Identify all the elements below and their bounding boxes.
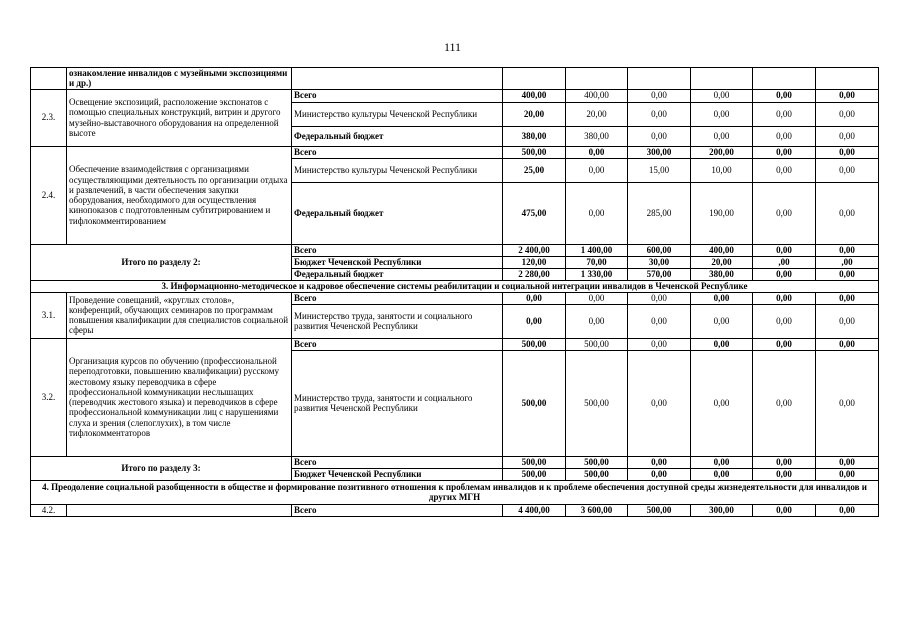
table-cell: Всего: [292, 292, 503, 304]
table-cell: 0,00: [816, 182, 879, 244]
table-cell: 500,00: [628, 504, 691, 516]
table-cell: 0,00: [566, 292, 628, 304]
table-cell: 0,00: [816, 102, 879, 126]
table-cell: 0,00: [816, 468, 879, 480]
table-cell: 475,00: [503, 182, 566, 244]
table-cell: Федеральный бюджет: [292, 126, 503, 146]
table-cell: 0,00: [691, 126, 753, 146]
table-cell: Всего: [292, 504, 503, 516]
table-row: [31, 480, 879, 504]
table-cell: Министерство культуры Чеченской Республики: [292, 102, 503, 126]
table-cell: 285,00: [628, 182, 691, 244]
table-cell: 380,00: [503, 126, 566, 146]
table-cell: [503, 68, 566, 90]
table-cell: 70,00: [566, 256, 628, 268]
table-cell: 1 330,00: [566, 268, 628, 280]
table-cell: 0,00: [628, 89, 691, 102]
table-cell: 0,00: [816, 350, 879, 456]
table-cell: 0,00: [816, 504, 879, 516]
table-cell: 0,00: [753, 182, 816, 244]
table-cell: Федеральный бюджет: [292, 268, 503, 280]
table-cell: 190,00: [691, 182, 753, 244]
table-cell: 300,00: [691, 504, 753, 516]
table-cell: 0,00: [628, 292, 691, 304]
table-cell: 0,00: [691, 292, 753, 304]
table-cell: 2 280,00: [503, 268, 566, 280]
table-cell: 4.2.: [31, 504, 67, 516]
table-cell: 0,00: [691, 350, 753, 456]
budget-table-body: [31, 68, 879, 517]
table-cell: Всего: [292, 89, 503, 102]
table-cell: 1 400,00: [566, 244, 628, 256]
table-cell: 0,00: [753, 350, 816, 456]
table-cell: 15,00: [628, 158, 691, 182]
table-cell: Бюджет Чеченской Республики: [292, 468, 503, 480]
table-cell: 0,00: [753, 468, 816, 480]
table-cell: 2.3.: [31, 89, 67, 146]
table-cell: Итого по разделу 2:: [31, 244, 292, 280]
table-cell: 0,00: [566, 158, 628, 182]
table-cell: 300,00: [628, 146, 691, 158]
table-cell: 0,00: [628, 338, 691, 350]
table-cell: 0,00: [503, 292, 566, 304]
budget-table: [30, 67, 879, 517]
table-cell: 0,00: [753, 304, 816, 338]
table-cell: 3.1.: [31, 292, 67, 338]
table-cell: 500,00: [503, 350, 566, 456]
table-cell: Всего: [292, 338, 503, 350]
table-cell: 0,00: [753, 268, 816, 280]
table-cell: [67, 504, 292, 516]
table-row: [31, 244, 879, 256]
table-cell: 600,00: [628, 244, 691, 256]
table-cell: Обеспечение взаимодействия с организациями осуществляющими деятельность по организации отдыха и развлечений, в части обеспечения закупки оборудования, необходимого для осуществления кинопоказов с подготовленным субтитрированием и тифлокомментированием: [67, 146, 292, 244]
table-cell: 0,00: [691, 89, 753, 102]
table-cell: 0,00: [753, 102, 816, 126]
table-cell: 500,00: [566, 350, 628, 456]
table-cell: 0,00: [628, 468, 691, 480]
table-cell: 0,00: [753, 126, 816, 146]
table-cell: 0,00: [753, 244, 816, 256]
table-cell: 10,00: [691, 158, 753, 182]
table-cell: 380,00: [566, 126, 628, 146]
table-cell: 0,00: [753, 292, 816, 304]
table-row: [31, 456, 879, 468]
table-cell: 25,00: [503, 158, 566, 182]
table-cell: Всего: [292, 146, 503, 158]
table-cell: Проведение совещаний, «круглых столов», конференций, обучающих семинаров по программам повышения квалификации для специалистов социальной сферы: [67, 292, 292, 338]
table-cell: 30,00: [628, 256, 691, 268]
table-cell: 3.2.: [31, 338, 67, 456]
table-cell: 120,00: [503, 256, 566, 268]
table-cell: 0,00: [753, 338, 816, 350]
table-cell: 0,00: [816, 292, 879, 304]
table-row: [31, 280, 879, 292]
table-cell: 0,00: [566, 304, 628, 338]
table-cell: [816, 68, 879, 90]
table-cell: 0,00: [816, 158, 879, 182]
table-cell: 500,00: [503, 146, 566, 158]
table-cell: Итого по разделу 3:: [31, 456, 292, 480]
table-cell: 0,00: [628, 304, 691, 338]
table-cell: 500,00: [566, 456, 628, 468]
table-row: [31, 68, 879, 90]
table-cell: 500,00: [503, 338, 566, 350]
table-cell: 0,00: [566, 146, 628, 158]
table-cell: 0,00: [816, 338, 879, 350]
table-cell: 3 600,00: [566, 504, 628, 516]
table-cell: 0,00: [691, 456, 753, 468]
table-cell: 2 400,00: [503, 244, 566, 256]
table-cell: 2.4.: [31, 146, 67, 244]
table-cell: [753, 68, 816, 90]
table-cell: [691, 68, 753, 90]
table-cell: 0,00: [753, 146, 816, 158]
table-cell: Организация курсов по обучению (профессиональной переподготовки, повышению квалификации) русскому жестовому языку переводчика в сфере профессиональной коммуникации неслышащих (переводчик жестового языка) и переводчиков в сфере профессиональной коммуникации лиц с нарушениями слуха и зрения (слепоглухих), в том числе тифлокомментаторов: [67, 338, 292, 456]
table-cell: 0,00: [816, 89, 879, 102]
table-cell: 0,00: [691, 102, 753, 126]
table-cell: 0,00: [691, 338, 753, 350]
table-cell: Министерство труда, занятости и социального развития Чеченской Республики: [292, 350, 503, 456]
table-cell: [566, 68, 628, 90]
table-cell: [628, 68, 691, 90]
table-cell: 20,00: [503, 102, 566, 126]
table-cell: Министерство труда, занятости и социального развития Чеченской Республики: [292, 304, 503, 338]
table-cell: 500,00: [566, 468, 628, 480]
table-cell: 0,00: [628, 350, 691, 456]
table-cell: Освещение экспозиций, расположение экспонатов с помощью специальных конструкций, витрин и другого музейно-выставочного оборудования на определенной высоте: [67, 89, 292, 146]
table-row: [31, 89, 879, 102]
table-row: [31, 504, 879, 516]
table-cell: Всего: [292, 456, 503, 468]
table-cell: 0,00: [816, 126, 879, 146]
table-cell: 400,00: [566, 89, 628, 102]
table-cell: 380,00: [691, 268, 753, 280]
table-cell: [292, 68, 503, 90]
table-cell: 20,00: [691, 256, 753, 268]
table-cell: 0,00: [816, 456, 879, 468]
table-cell: 4 400,00: [503, 504, 566, 516]
table-cell: 0,00: [753, 504, 816, 516]
table-cell: 0,00: [816, 244, 879, 256]
table-cell: 200,00: [691, 146, 753, 158]
table-cell: ,00: [816, 256, 879, 268]
table-cell: 3. Информационно-методическое и кадровое обеспечение системы реабилитации и социальной интеграции инвалидов в Чеченской Республике: [31, 280, 879, 292]
table-cell: 0,00: [691, 304, 753, 338]
table-cell: [31, 68, 67, 90]
table-row: [31, 292, 879, 304]
table-cell: 0,00: [628, 126, 691, 146]
table-cell: ознакомление инвалидов с музейными экспозициями и др.): [67, 68, 292, 90]
table-row: [31, 146, 879, 158]
table-cell: 400,00: [503, 89, 566, 102]
table-row: [31, 338, 879, 350]
table-cell: Всего: [292, 244, 503, 256]
table-cell: 0,00: [753, 456, 816, 468]
table-cell: 20,00: [566, 102, 628, 126]
table-cell: Министерство культуры Чеченской Республики: [292, 158, 503, 182]
table-cell: 0,00: [753, 89, 816, 102]
table-cell: Бюджет Чеченской Республики: [292, 256, 503, 268]
table-cell: 500,00: [503, 468, 566, 480]
table-cell: 500,00: [566, 338, 628, 350]
table-cell: 0,00: [691, 468, 753, 480]
table-cell: 0,00: [753, 158, 816, 182]
table-cell: 0,00: [816, 304, 879, 338]
table-cell: 400,00: [691, 244, 753, 256]
table-cell: 0,00: [566, 182, 628, 244]
table-cell: Федеральный бюджет: [292, 182, 503, 244]
table-cell: 0,00: [503, 304, 566, 338]
table-cell: ,00: [753, 256, 816, 268]
table-cell: 4. Преодоление социальной разобщенности в обществе и формирование позитивного отношения к проблемам инвалидов и к проблеме обеспечения доступной среды жизнедеятельности для инвалидов и других МГН: [31, 480, 879, 504]
table-cell: 0,00: [816, 268, 879, 280]
table-cell: 0,00: [816, 146, 879, 158]
table-cell: 570,00: [628, 268, 691, 280]
table-cell: 0,00: [628, 456, 691, 468]
page-number: 111: [443, 40, 462, 54]
table-cell: 0,00: [628, 102, 691, 126]
table-cell: 500,00: [503, 456, 566, 468]
